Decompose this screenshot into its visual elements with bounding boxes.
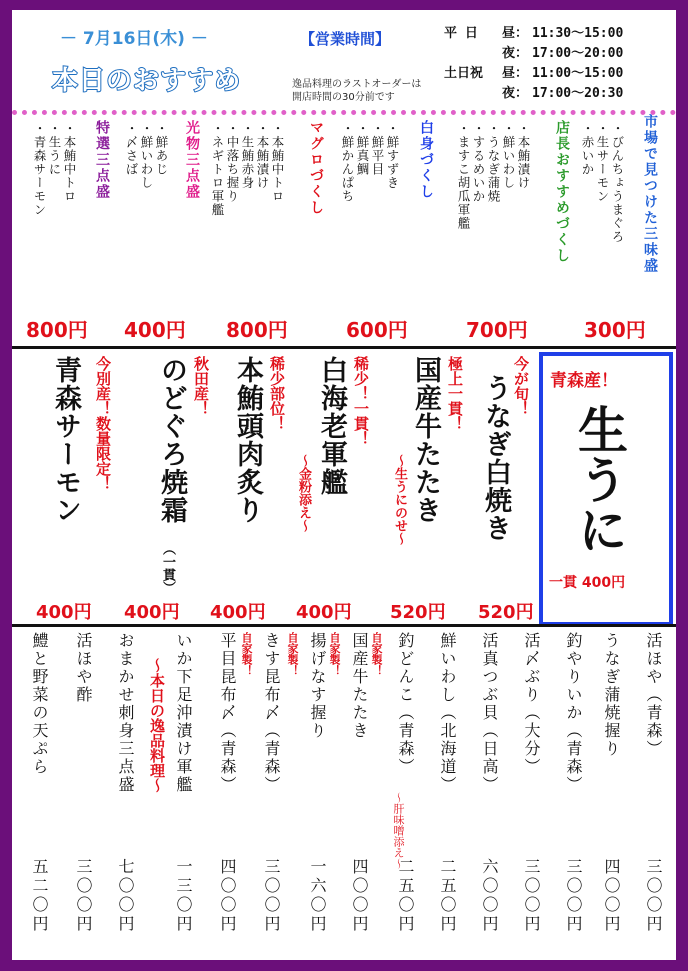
platter-item: ・赤いか [580,122,595,176]
hours-day [444,84,492,104]
special-name: 本鮪頭肉炙り [232,356,263,524]
special-name: 国産牛たたき [410,356,441,524]
special-price: 400円 [210,602,266,623]
platter-item: ・生うに [47,122,62,176]
platter-item: ・本鮪中トロ [62,122,77,203]
menu-tag: 自家製！ [286,632,299,676]
platter-title: マグロづくし [308,120,324,216]
section-divider [12,624,676,627]
menu-item: 鮮いわし（北海道） [438,632,457,794]
menu-price: 三〇〇円 [644,858,663,934]
special-price: 400円 [124,602,180,623]
menu-price: 三〇〇円 [522,858,541,934]
special-name: のどぐろ焼霜 [156,356,187,524]
menu-price: 三〇〇円 [262,858,281,934]
menu-price: 六〇〇円 [480,858,499,934]
menu-item: うなぎ蒲焼握り [602,632,621,758]
special-tag: 稀少！一貫！ [352,356,370,446]
menu-item: 国産牛たたき [350,632,369,740]
special-tag: 秋田産！ [192,356,210,416]
featured-name: 生うに [570,404,629,554]
platter-item: ・鮮いわし [501,122,516,190]
menu-item: 釣やりいか（青森） [564,632,583,794]
special-name: うなぎ白焼き [480,374,511,542]
last-order-line: 逸品料理のラストオーダーは [292,79,422,90]
featured-price: 一貫 400円 [549,575,626,591]
hours-meal: 昼： [502,26,529,41]
platter-item: ・本鮪漬け [255,122,270,190]
platter-items [580,122,625,244]
section-divider [12,346,676,349]
dotted-divider [12,110,676,115]
menu-item: 鱧と野菜の天ぷら [30,632,49,776]
menu-price: 二五〇円 [438,858,457,934]
hours-row [444,24,623,44]
menu-price: 一六〇円 [308,858,327,934]
menu-note: 〜肝味噌添え〜 [392,792,405,869]
platter-price: 600円 [346,318,408,342]
platter-title: 白身づくし [418,120,434,200]
page-title: 本日のおすすめ [52,66,242,96]
hours-time: 17:00〜20:30 [532,86,624,101]
menu-sheet [12,10,676,960]
platter-item: ・〆さば [124,122,139,176]
hours-time: 11:00〜15:00 [532,66,624,81]
menu-price: 三〇〇円 [74,858,93,934]
platter-title: 市場で見つけた三味盛 [642,114,658,274]
platter-item: ・本鮪中トロ [270,122,285,203]
hours-meal: 夜： [502,46,529,61]
menu-item: 平目昆布〆（青森） [218,632,237,794]
hours-label: 【営業時間】 [300,30,391,48]
platter-item: ・ネギトロ軍艦 [210,122,225,217]
menu-price: 四〇〇円 [602,858,621,934]
hours-row [444,84,623,104]
menu-item: 釣どんこ（青森） [396,632,415,776]
platter-items [32,122,77,217]
menu-price: 三〇〇円 [564,858,583,934]
special-name: 白海老軍艦 [316,356,347,496]
special-price: 400円 [296,602,352,623]
special-tag: 今が旬！ [512,356,530,416]
platter-price: 400円 [124,318,186,342]
menu-price: 七〇〇円 [116,858,135,934]
hours-meal: 夜： [502,86,529,101]
platter-item: ・うなぎ蒲焼 [486,122,501,203]
special-price: 520円 [390,602,446,623]
platter-item: ・中落ち握り [225,122,240,203]
last-order-line: 開店時間の30分前です [292,92,395,103]
date-label: － 7月16日(木) － [60,29,208,49]
menu-banner: 〜本日の逸品料理〜 [148,658,166,793]
platter-item: ・生サーモン [595,122,610,203]
menu-item: 活真つぶ貝（日高） [480,632,499,794]
special-tag: 今別産！数量限定！ [94,356,112,491]
hours-meal: 昼： [502,66,529,81]
special-sub: 〜生うにのせ〜 [392,454,407,545]
menu-price: 四〇〇円 [218,858,237,934]
special-sub: （一貫） [160,542,175,594]
platter-item: ・鮮かんぱち [340,122,355,203]
hours-day [444,44,492,64]
platter-title: 特選三点盛 [94,120,110,200]
menu-price: 五二〇円 [30,858,49,934]
hours-row [444,64,623,84]
platter-items [124,122,169,190]
hours-time: 11:30〜15:00 [532,26,624,41]
platter-item: ・鮮真鯛 [355,122,370,176]
special-name: 青森サーモン [50,356,81,524]
hours-day: 平 日 [444,26,478,41]
menu-item: 揚げなす握り [308,632,327,740]
platter-item: ・青森サーモン [32,122,47,217]
special-sub: 〜金粉添え〜 [296,454,311,532]
platter-item: ・鮮いわし [139,122,154,190]
menu-price: 一三〇円 [174,858,193,934]
platter-items [210,122,285,217]
platter-price: 800円 [26,318,88,342]
special-tag: 極上一貫！ [446,356,464,431]
menu-item: きす昆布〆（青森） [262,632,281,794]
platter-price: 300円 [584,318,646,342]
platter-item: ・ますこ胡瓜軍艦 [456,122,471,230]
platter-price: 800円 [226,318,288,342]
platter-item: ・鮮平目 [370,122,385,176]
platter-item: ・するめいか [471,122,486,203]
last-order-note [292,78,421,104]
menu-tag: 自家製！ [328,632,341,676]
hours-day: 土日祝 [444,66,484,81]
business-hours [444,24,623,104]
platter-item: ・本鮪漬け [516,122,531,190]
platter-title: 店長おすすめづくし [554,120,570,264]
platter-item: ・びんちょうまぐろ [610,122,625,244]
menu-item: いか下足沖漬け軍艦 [174,632,193,794]
menu-item: 活ほや（青森） [644,632,663,758]
platter-item: ・鮮あじ [154,122,169,176]
menu-item: 活ほや酢 [74,632,93,704]
platter-price: 700円 [466,318,528,342]
menu-tag: 自家製！ [370,632,383,676]
hours-row [444,44,623,64]
special-tag: 稀少部位！ [268,356,286,431]
menu-tag: 自家製！ [240,632,253,676]
platter-items [340,122,400,203]
menu-item: おまかせ刺身三点盛 [116,632,135,794]
platter-item: ・生鮪赤身 [240,122,255,190]
menu-price: 四〇〇円 [350,858,369,934]
menu-price: 二五〇円 [396,858,415,934]
menu-item: 活〆ぶり（大分） [522,632,541,776]
platter-item: ・鮮すずき [385,122,400,190]
platter-items [456,122,531,230]
special-price: 400円 [36,602,92,623]
platter-title: 光物三点盛 [184,120,200,200]
special-price: 520円 [478,602,534,623]
hours-time: 17:00〜20:00 [532,46,624,61]
featured-title: 青森産！ [550,371,618,391]
